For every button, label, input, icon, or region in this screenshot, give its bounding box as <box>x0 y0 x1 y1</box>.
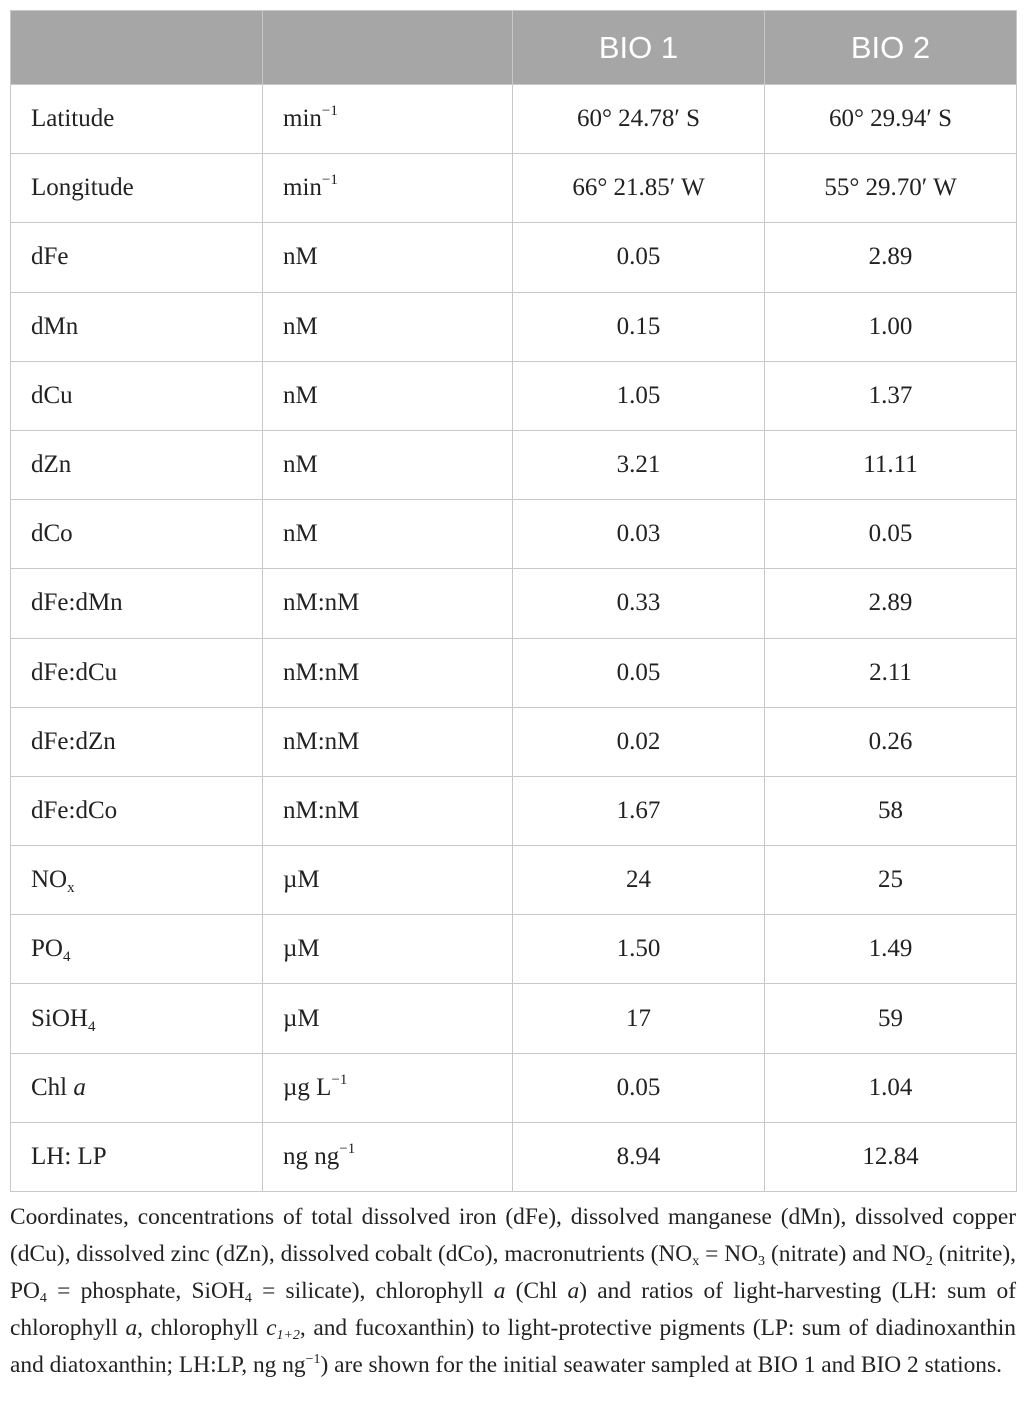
parameter-cell <box>11 776 263 845</box>
parameter-cell <box>11 154 263 223</box>
unit-cell <box>263 154 513 223</box>
unit-label: µM <box>283 935 320 963</box>
unit-cell <box>263 638 513 707</box>
unit-cell <box>263 984 513 1053</box>
bio1-value-cell: 0.05 <box>513 1053 765 1122</box>
unit-cell <box>263 1122 513 1191</box>
unit-label: µM <box>283 1004 320 1032</box>
bio1-value-cell: 0.05 <box>513 638 765 707</box>
unit-label: µg L <box>283 1073 332 1101</box>
station-data-table <box>10 10 1017 1192</box>
unit-cell <box>263 915 513 984</box>
parameter-label: dFe:dMn <box>31 589 123 617</box>
parameter-cell <box>11 1053 263 1122</box>
unit-cell <box>263 1053 513 1122</box>
caption-text-part: (nitrate) and NO <box>765 1241 926 1267</box>
bio1-value-cell: 1.67 <box>513 776 765 845</box>
bio1-value-cell: 0.15 <box>513 292 765 361</box>
table-row <box>11 1122 1017 1191</box>
caption-text-part: = phosphate, SiOH <box>46 1278 245 1304</box>
bio2-value-cell: 1.04 <box>765 1053 1017 1122</box>
caption-text-part: a <box>493 1278 506 1304</box>
bio2-value-cell: 0.26 <box>765 707 1017 776</box>
unit-cell <box>263 569 513 638</box>
parameter-label: Longitude <box>31 174 134 202</box>
unit-cell <box>263 223 513 292</box>
table-row <box>11 984 1017 1053</box>
caption-text-part: −1 <box>305 1352 321 1367</box>
parameter-italic-part: a <box>73 1073 86 1101</box>
table-row <box>11 1053 1017 1122</box>
table-row <box>11 430 1017 499</box>
bio1-value-cell: 0.05 <box>513 223 765 292</box>
bio2-value-cell: 59 <box>765 984 1017 1053</box>
bio1-value-cell: 8.94 <box>513 1122 765 1191</box>
bio1-value-cell: 24 <box>513 846 765 915</box>
bio1-value-cell: 0.03 <box>513 500 765 569</box>
parameter-cell <box>11 846 263 915</box>
bio1-value-cell: 0.33 <box>513 569 765 638</box>
unit-cell <box>263 846 513 915</box>
bio1-value-cell: 3.21 <box>513 430 765 499</box>
caption-text-part: = silicate), chlorophyll <box>251 1278 494 1304</box>
parameter-label: dMn <box>31 312 79 340</box>
caption-text-part: , chlorophyll <box>137 1315 267 1341</box>
unit-label: nM:nM <box>283 796 360 824</box>
unit-cell <box>263 85 513 154</box>
caption-text-part: x <box>692 1254 700 1269</box>
parameter-label: LH: LP <box>31 1142 107 1170</box>
unit-cell <box>263 430 513 499</box>
bio1-value-cell: 1.50 <box>513 915 765 984</box>
caption-text-part: 1+2 <box>276 1328 300 1343</box>
parameter-cell <box>11 292 263 361</box>
unit-superscript: −1 <box>331 1071 348 1088</box>
bio2-value-cell: 58 <box>765 776 1017 845</box>
table-caption <box>10 1199 1016 1384</box>
parameter-label: dFe:dCo <box>31 796 118 824</box>
table-row <box>11 569 1017 638</box>
unit-superscript: −1 <box>339 1140 356 1157</box>
bio1-value-cell: 1.05 <box>513 361 765 430</box>
header-cell-bio1: BIO 1 <box>513 11 765 85</box>
table-row <box>11 707 1017 776</box>
unit-label: min <box>283 174 322 202</box>
caption-text-part: ) and ratios of light-harvesting (LH: sum of chlorophyll <box>10 1278 1017 1341</box>
caption-text-part: ) are shown for the initial seawater sampled at BIO 1 and BIO 2 stations. <box>320 1352 1002 1378</box>
unit-label: nM:nM <box>283 589 360 617</box>
table-row <box>11 776 1017 845</box>
bio2-value-cell: 1.00 <box>765 292 1017 361</box>
caption-text-part: 4 <box>244 1291 252 1306</box>
unit-cell <box>263 292 513 361</box>
unit-label: nM:nM <box>283 658 360 686</box>
parameter-cell <box>11 1122 263 1191</box>
bio2-value-cell: 25 <box>765 846 1017 915</box>
caption-text-part: 3 <box>758 1254 766 1269</box>
unit-cell <box>263 707 513 776</box>
bio2-value-cell: 55° 29.70′ W <box>765 154 1017 223</box>
parameter-cell <box>11 500 263 569</box>
table-row <box>11 361 1017 430</box>
table-row <box>11 638 1017 707</box>
table-row <box>11 915 1017 984</box>
parameter-cell <box>11 707 263 776</box>
caption-text-part: , and fucoxanthin) to light-protective pigments (LP: sum of diadinoxanthin and diatoxanthin; LH:LP, ng ng <box>10 1315 1017 1378</box>
table-header-row <box>11 11 1017 85</box>
parameter-label: Latitude <box>31 105 115 133</box>
parameter-label: SiOH <box>31 1004 88 1032</box>
header-cell-bio2: BIO 2 <box>765 11 1017 85</box>
unit-label: min <box>283 105 322 133</box>
table-body <box>11 85 1017 1192</box>
parameter-label: dZn <box>31 451 72 479</box>
caption-text-part: 2 <box>925 1254 933 1269</box>
unit-label: nM <box>283 381 318 409</box>
caption-text-part: (nitrite), PO <box>10 1241 1016 1304</box>
unit-label: nM <box>283 243 318 271</box>
table-row <box>11 292 1017 361</box>
parameter-label: dCu <box>31 381 73 409</box>
unit-label: nM:nM <box>283 727 360 755</box>
bio1-value-cell: 17 <box>513 984 765 1053</box>
unit-superscript: −1 <box>321 103 338 120</box>
caption-text-part: = NO <box>699 1241 759 1267</box>
parameter-label: PO <box>31 935 63 963</box>
table-row <box>11 85 1017 154</box>
caption-text-part: a <box>125 1315 138 1341</box>
bio1-value-cell: 0.02 <box>513 707 765 776</box>
parameter-label: dCo <box>31 520 73 548</box>
caption-text-part: (Chl <box>505 1278 568 1304</box>
bio2-value-cell: 1.49 <box>765 915 1017 984</box>
unit-label: nM <box>283 451 318 479</box>
unit-superscript: −1 <box>321 172 338 189</box>
parameter-cell <box>11 915 263 984</box>
table-row <box>11 846 1017 915</box>
header-cell-parameter <box>11 11 263 85</box>
parameter-label: dFe:dZn <box>31 727 116 755</box>
parameter-label: dFe:dCu <box>31 658 118 686</box>
parameter-label: Chl <box>31 1073 74 1101</box>
parameter-cell <box>11 569 263 638</box>
unit-label: nM <box>283 520 318 548</box>
table-row <box>11 154 1017 223</box>
caption-text-part: 4 <box>39 1291 47 1306</box>
parameter-cell <box>11 85 263 154</box>
parameter-subscript: 4 <box>87 1018 96 1035</box>
bio2-value-cell: 2.89 <box>765 223 1017 292</box>
bio2-value-cell: 60° 29.94′ S <box>765 85 1017 154</box>
bio2-value-cell: 12.84 <box>765 1122 1017 1191</box>
caption-text-part: Coordinates, concentrations of total dissolved iron (dFe), dissolved manganese (dMn), dissolved copper (dCu), dissolved zinc (dZn), dissolved cobalt (dCo), macronutrients (NO <box>10 1204 1016 1267</box>
parameter-cell <box>11 638 263 707</box>
parameter-subscript: 4 <box>62 949 71 966</box>
parameter-cell <box>11 984 263 1053</box>
parameter-cell <box>11 361 263 430</box>
unit-label: µM <box>283 866 320 894</box>
parameter-label: dFe <box>31 243 69 271</box>
parameter-cell <box>11 430 263 499</box>
caption-text-part: c <box>266 1315 277 1341</box>
bio2-value-cell: 2.11 <box>765 638 1017 707</box>
bio2-value-cell: 2.89 <box>765 569 1017 638</box>
bio2-value-cell: 1.37 <box>765 361 1017 430</box>
unit-label: nM <box>283 312 318 340</box>
bio1-value-cell: 66° 21.85′ W <box>513 154 765 223</box>
bio2-value-cell: 0.05 <box>765 500 1017 569</box>
unit-cell <box>263 500 513 569</box>
data-table-container <box>10 10 1016 1192</box>
bio1-value-cell: 60° 24.78′ S <box>513 85 765 154</box>
parameter-subscript: x <box>67 880 75 897</box>
table-row <box>11 223 1017 292</box>
bio2-value-cell: 11.11 <box>765 430 1017 499</box>
caption-text-part: a <box>567 1278 580 1304</box>
table-row <box>11 500 1017 569</box>
unit-label: ng ng <box>283 1142 340 1170</box>
unit-cell <box>263 776 513 845</box>
header-cell-unit <box>263 11 513 85</box>
parameter-label: NO <box>31 866 68 894</box>
parameter-cell <box>11 223 263 292</box>
unit-cell <box>263 361 513 430</box>
